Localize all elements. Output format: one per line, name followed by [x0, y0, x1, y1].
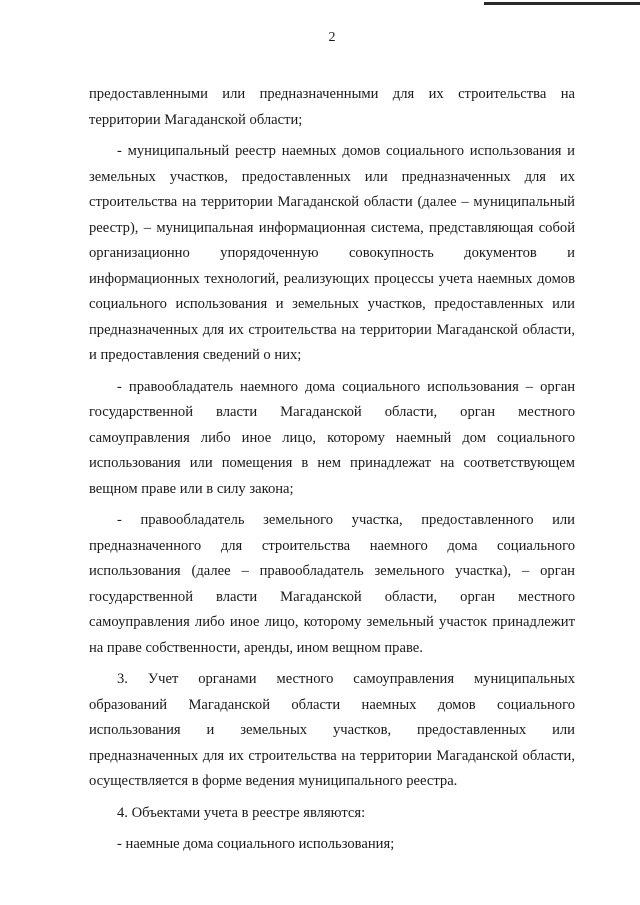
- paragraph-list-houses: - наемные дома социального использования;: [117, 836, 395, 852]
- page-number: 2: [328, 30, 336, 45]
- paragraph-municipal-registry: - муниципальный реестр наемных домов социального использования и земельных участков, предоставленных или предназначенных для их строительства на территории Магаданской области (далее – муниципальный реестр), – муниципальная информационная система, представляющая собой организационно упорядоченную совокупность документов и информационных технологий, реализующих процессы учета наемных домов социального использования и земельных участков, предоставленных или предназначенных для их строительства на территории Магаданской области, и предоставления сведений о них;: [89, 143, 575, 363]
- paragraph-land-rightholder: - правообладатель земельного участка, предоставленного или предназначенного для строительства наемного дома социального использования (далее – правообладатель земельного участка), – орган государственной власти Магаданской области, орган местного самоуправления либо иное лицо, которому земельный участок принадлежит на праве собственности, аренды, ином вещном праве.: [89, 512, 575, 656]
- document-body: [89, 82, 575, 858]
- top-rule: [484, 2, 640, 5]
- paragraph-item-3: 3. Учет органами местного самоуправления муниципальных образований Магаданской области наемных домов социального использования и земельных участков, предоставленных или предназначенных для их строительства на территории Магаданской области, осуществляется в форме ведения муниципального реестра.: [89, 671, 575, 789]
- paragraph-house-rightholder: - правообладатель наемного дома социального использования – орган государственной власти Магаданской области, орган местного самоуправления либо иное лицо, которому наемный дом социального использования или помещения в нем принадлежат на соответствующем вещном праве или в силу закона;: [89, 378, 575, 497]
- paragraph-item-4: 4. Объектами учета в реестре являются:: [117, 804, 366, 821]
- paragraph-continuation: предоставленными или предназначенными для их строительства на территории Магаданской области;: [89, 86, 575, 128]
